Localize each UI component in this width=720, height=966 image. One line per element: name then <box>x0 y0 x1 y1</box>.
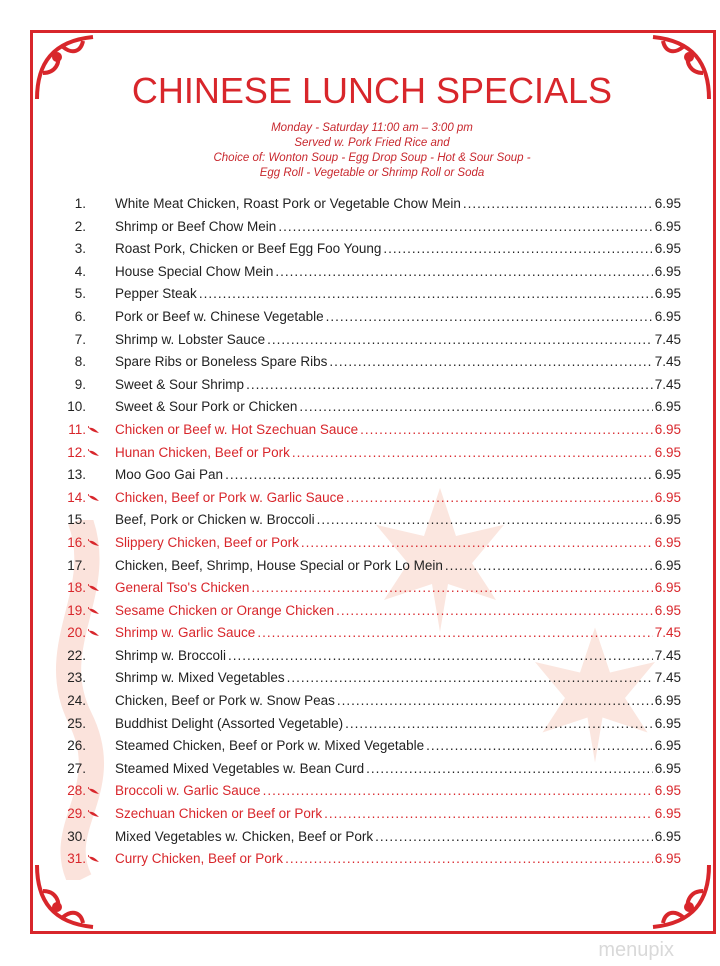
menu-item <box>60 264 681 287</box>
item-number: 10. <box>67 399 86 415</box>
item-price: 6.95 <box>654 715 681 731</box>
item-name: Shrimp w. Mixed Vegetables <box>115 670 285 686</box>
dot-leader <box>463 196 653 211</box>
menu-item-list <box>60 196 681 874</box>
item-price: 6.95 <box>654 783 681 799</box>
item-name: Spare Ribs or Boneless Spare Ribs <box>115 354 328 370</box>
item-number: 16. <box>67 534 86 550</box>
item-number: 19. <box>67 602 86 618</box>
item-price: 6.95 <box>654 738 681 754</box>
menu-item <box>60 580 681 603</box>
item-name: Curry Chicken, Beef or Pork <box>115 851 284 867</box>
item-name: Slippery Chicken, Beef or Pork <box>115 534 299 550</box>
item-price: 6.95 <box>654 580 681 596</box>
item-price: 7.45 <box>654 670 681 686</box>
dot-leader <box>299 399 652 414</box>
item-price: 6.95 <box>654 241 681 257</box>
menu-item <box>60 829 681 852</box>
menu-item <box>60 670 681 693</box>
item-number: 30. <box>67 828 86 844</box>
item-name: Chicken, Beef or Pork w. Snow Peas <box>115 693 335 709</box>
menu-item <box>60 309 681 332</box>
item-number: 4. <box>74 263 86 279</box>
item-number: 5. <box>74 286 86 302</box>
item-name: Sweet & Sour Shrimp <box>115 376 245 392</box>
item-number: 9. <box>74 376 86 392</box>
menu-item <box>60 332 681 355</box>
menu-item <box>60 625 681 648</box>
item-number: 20. <box>67 625 86 641</box>
item-number: 28. <box>67 783 86 799</box>
menu-item <box>60 693 681 716</box>
menu-title: CHINESE LUNCH SPECIALS <box>131 70 613 111</box>
item-name: Chicken, Beef, Shrimp, House Special or Pork Lo Mein <box>115 557 443 573</box>
menu-item <box>60 377 681 400</box>
item-price: 6.95 <box>654 851 681 867</box>
menu-item <box>60 422 681 445</box>
dot-leader <box>346 490 653 505</box>
item-price: 7.45 <box>654 354 681 370</box>
dot-leader <box>287 670 653 685</box>
item-number: 31. <box>67 851 86 867</box>
item-number: 6. <box>74 308 86 324</box>
item-name: Beef, Pork or Chicken w. Broccoli <box>115 512 315 528</box>
dot-leader <box>445 558 653 573</box>
item-price: 6.95 <box>654 308 681 324</box>
item-price: 6.95 <box>654 489 681 505</box>
hot-pepper-icon <box>86 426 115 434</box>
item-name: Broccoli w. Garlic Sauce <box>115 783 261 799</box>
item-number: 22. <box>67 647 86 663</box>
menu-item <box>60 490 681 513</box>
dot-leader <box>301 535 653 550</box>
item-name: Sweet & Sour Pork or Chicken <box>115 399 298 415</box>
item-name: Sesame Chicken or Orange Chicken <box>115 602 335 618</box>
item-number: 2. <box>74 218 86 234</box>
menu-item <box>60 399 681 422</box>
menu-item <box>60 241 681 264</box>
item-number: 13. <box>67 467 86 483</box>
item-name: Roast Pork, Chicken or Beef Egg Foo Young <box>115 241 382 257</box>
menu-item <box>60 445 681 468</box>
dot-leader <box>263 783 653 798</box>
subtitle-line: Choice of: Wonton Soup - Egg Drop Soup - Hot & Sour Soup - <box>213 152 531 164</box>
item-price: 7.45 <box>654 625 681 641</box>
dot-leader <box>345 716 653 731</box>
item-price: 6.95 <box>654 693 681 709</box>
dot-leader <box>360 422 653 437</box>
hot-pepper-icon <box>86 607 115 615</box>
item-name: Buddhist Delight (Assorted Vegetable) <box>115 715 344 731</box>
item-number: 25. <box>67 715 86 731</box>
item-number: 24. <box>67 693 86 709</box>
item-name: Moo Goo Gai Pan <box>115 467 224 483</box>
subtitle-line: Served w. Pork Fried Rice and <box>294 137 450 149</box>
item-number: 11. <box>68 421 86 437</box>
item-price: 6.95 <box>654 806 681 822</box>
dot-leader <box>285 851 653 866</box>
subtitle-line: Monday - Saturday 11:00 am – 3:00 pm <box>271 122 473 134</box>
dot-leader <box>426 738 653 753</box>
item-number: 15. <box>67 512 86 528</box>
subtitle-line: Egg Roll - Vegetable or Shrimp Roll or Soda <box>259 167 485 179</box>
hot-pepper-icon <box>86 584 115 592</box>
menu-item <box>60 648 681 671</box>
dot-leader <box>275 264 652 279</box>
item-price: 6.95 <box>654 534 681 550</box>
item-number: 29. <box>67 806 86 822</box>
item-number: 23. <box>67 670 86 686</box>
hot-pepper-icon <box>86 810 115 818</box>
item-price: 6.95 <box>654 557 681 573</box>
item-name: Pepper Steak <box>115 286 197 302</box>
item-price: 6.95 <box>654 399 681 415</box>
item-name: House Special Chow Mein <box>115 263 274 279</box>
dot-leader <box>317 512 653 527</box>
item-name: General Tso's Chicken <box>115 580 250 596</box>
dot-leader <box>228 648 653 663</box>
dot-leader <box>251 580 652 595</box>
item-number: 26. <box>67 738 86 754</box>
item-price: 6.95 <box>654 828 681 844</box>
item-name: Mixed Vegetables w. Chicken, Beef or Pork <box>115 828 374 844</box>
menu-item <box>60 535 681 558</box>
item-price: 6.95 <box>654 196 681 211</box>
hot-pepper-icon <box>86 539 115 547</box>
item-number: 1. <box>74 196 86 211</box>
menu-item <box>60 851 681 874</box>
menu-item <box>60 219 681 242</box>
item-number: 27. <box>67 760 86 776</box>
watermark: menupix <box>598 939 674 961</box>
hot-pepper-icon <box>86 629 115 637</box>
item-price: 6.95 <box>654 263 681 279</box>
item-price: 6.95 <box>654 218 681 234</box>
dot-leader <box>329 354 652 369</box>
menu-item <box>60 761 681 784</box>
item-price: 7.45 <box>654 647 681 663</box>
item-name: Steamed Chicken, Beef or Pork w. Mixed Vegetable <box>115 738 425 754</box>
hot-pepper-icon <box>86 855 115 863</box>
item-price: 7.45 <box>654 331 681 347</box>
dot-leader <box>292 445 653 460</box>
menu-item <box>60 783 681 806</box>
item-price: 6.95 <box>654 286 681 302</box>
dot-leader <box>336 603 653 618</box>
menu-item <box>60 467 681 490</box>
hot-pepper-icon <box>86 787 115 795</box>
dot-leader <box>267 332 653 347</box>
menu-item <box>60 738 681 761</box>
item-price: 6.95 <box>654 602 681 618</box>
item-price: 6.95 <box>654 512 681 528</box>
dot-leader <box>366 761 653 776</box>
item-name: White Meat Chicken, Roast Pork or Vegetable Chow Mein <box>115 196 461 211</box>
item-price: 7.45 <box>654 376 681 392</box>
dot-leader <box>257 625 652 640</box>
item-number: 7. <box>74 331 86 347</box>
item-price: 6.95 <box>654 760 681 776</box>
dot-leader <box>199 286 653 301</box>
item-name: Chicken, Beef or Pork w. Garlic Sauce <box>115 489 344 505</box>
dot-leader <box>324 806 653 821</box>
dot-leader <box>326 309 653 324</box>
menu-item <box>60 512 681 535</box>
menu-item <box>60 806 681 829</box>
item-number: 14. <box>67 489 86 505</box>
item-name: Chicken or Beef w. Hot Szechuan Sauce <box>115 421 359 437</box>
menu-item <box>60 716 681 739</box>
dot-leader <box>337 693 653 708</box>
item-number: 12. <box>67 444 86 460</box>
dot-leader <box>383 241 652 256</box>
item-name: Pork or Beef w. Chinese Vegetable <box>115 308 324 324</box>
dot-leader <box>375 829 653 844</box>
item-price: 6.95 <box>654 467 681 483</box>
hot-pepper-icon <box>86 449 115 457</box>
hot-pepper-icon <box>86 494 115 502</box>
menu-item <box>60 286 681 309</box>
item-name: Shrimp w. Garlic Sauce <box>115 625 256 641</box>
item-price: 6.95 <box>654 444 681 460</box>
item-number: 8. <box>74 354 86 370</box>
item-name: Shrimp or Beef Chow Mein <box>115 218 277 234</box>
dot-leader <box>246 377 653 392</box>
item-name: Steamed Mixed Vegetables w. Bean Curd <box>115 760 365 776</box>
item-number: 18. <box>67 580 86 596</box>
menu-item <box>60 196 681 219</box>
menu-subtitle <box>0 121 720 181</box>
menu-item <box>60 603 681 626</box>
menu-item <box>60 354 681 377</box>
item-name: Shrimp w. Lobster Sauce <box>115 331 266 347</box>
dot-leader <box>278 219 652 234</box>
item-number: 17. <box>67 557 86 573</box>
item-price: 6.95 <box>654 421 681 437</box>
item-number: 3. <box>74 241 86 257</box>
item-name: Shrimp w. Broccoli <box>115 647 227 663</box>
item-name: Szechuan Chicken or Beef or Pork <box>115 806 323 822</box>
item-name: Hunan Chicken, Beef or Pork <box>115 444 290 460</box>
menu-item <box>60 558 681 581</box>
dot-leader <box>225 467 653 482</box>
